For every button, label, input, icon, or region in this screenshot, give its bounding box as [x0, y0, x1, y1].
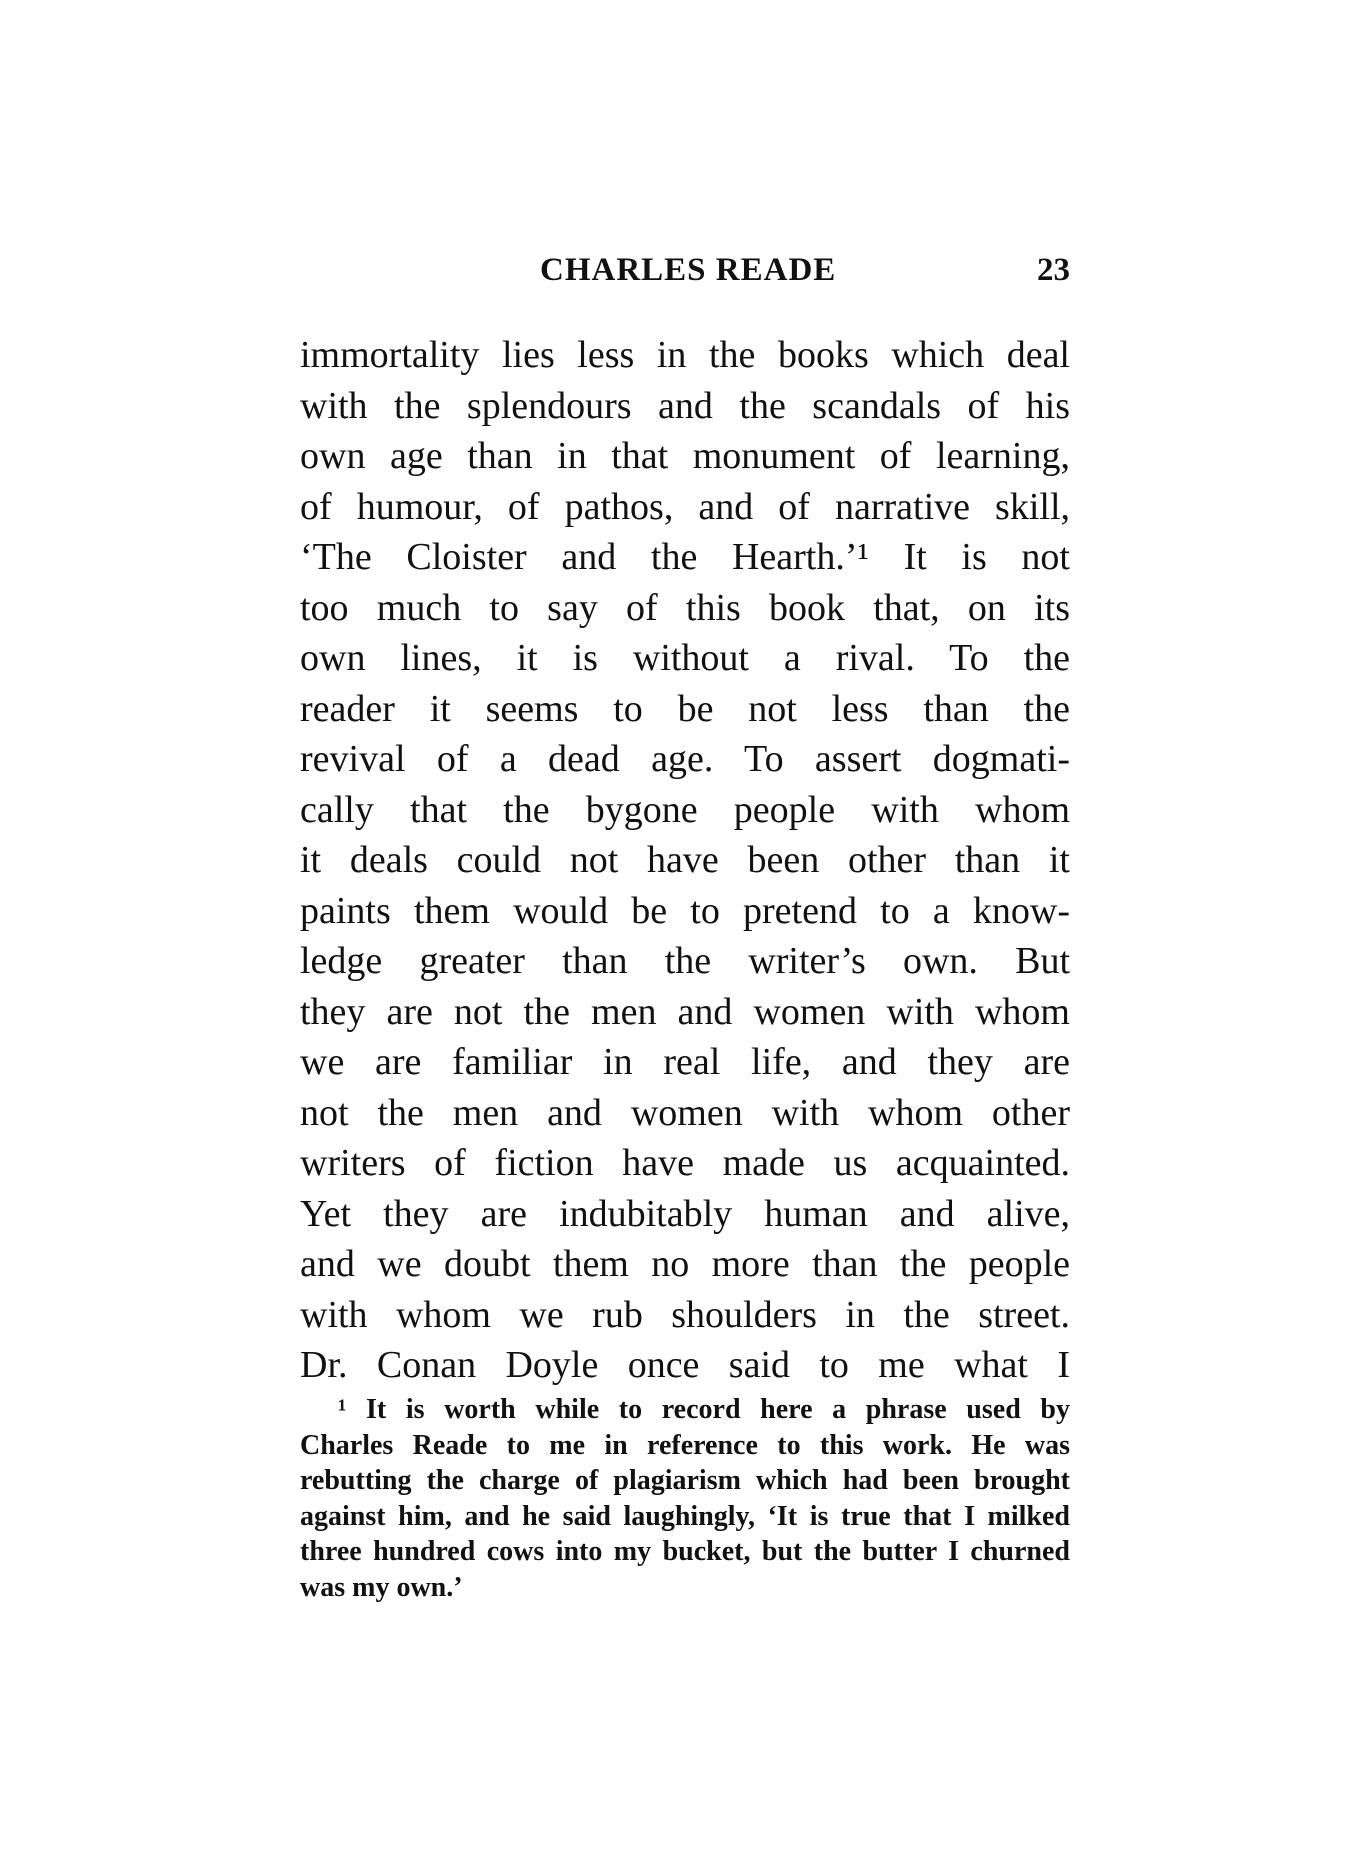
- text-line: revival of a dead age. To assert dogmati-: [300, 738, 1070, 780]
- text-line: own lines, it is without a rival. To the: [300, 637, 1070, 679]
- text-line: with the splendours and the scandals of his: [300, 384, 1070, 427]
- footnote-line: rebutting the charge of plagiarism which had been brought: [300, 1465, 1070, 1496]
- footnote-line: ¹ It is worth while to record here a phrase used by: [338, 1394, 1070, 1425]
- footnote-line: three hundred cows into my bucket, but the butter I churned: [300, 1536, 1070, 1567]
- text-line: Dr. Conan Doyle once said to me what I: [300, 1344, 1070, 1386]
- text-line: they are not the men and women with whom: [300, 990, 1070, 1033]
- footnote-line: Charles Reade to me in reference to this work. He was: [300, 1429, 1070, 1461]
- footnote-line: against him, and he said laughingly, ‘It is true that I milked: [300, 1500, 1070, 1532]
- text-line: too much to say of this book that, on its: [300, 586, 1070, 629]
- text-line: ledge greater than the writer’s own. But: [300, 940, 1070, 982]
- footnote: [300, 1392, 1070, 1605]
- text-line: of humour, of pathos, and of narrative skill,: [300, 485, 1070, 528]
- text-line: and we doubt them no more than the people: [300, 1243, 1070, 1285]
- text-line: Yet they are indubitably human and alive,: [300, 1192, 1070, 1235]
- text-line: cally that the bygone people with whom: [300, 788, 1070, 831]
- text-line: paints them would be to pretend to a know-: [300, 889, 1070, 932]
- page-header: [300, 252, 1070, 292]
- text-line: we are familiar in real life, and they are: [300, 1041, 1070, 1083]
- text-line: immortality lies less in the books which deal: [300, 334, 1070, 376]
- text-line: it deals could not have been other than it: [300, 839, 1070, 881]
- footnote-line: was my own.’: [300, 1571, 463, 1603]
- text-line: ‘The Cloister and the Hearth.’¹ It is not: [300, 536, 1070, 578]
- text-line: own age than in that monument of learning,: [300, 435, 1070, 477]
- running-title: CHARLES READE: [540, 252, 837, 288]
- body-text: [300, 330, 1070, 1391]
- text-line: writers of fiction have made us acquainted.: [300, 1142, 1070, 1184]
- page-number: 23: [1037, 252, 1070, 288]
- text-line: reader it seems to be not less than the: [300, 687, 1070, 730]
- text-line: not the men and women with whom other: [300, 1091, 1070, 1134]
- text-line: with whom we rub shoulders in the street.: [300, 1293, 1070, 1336]
